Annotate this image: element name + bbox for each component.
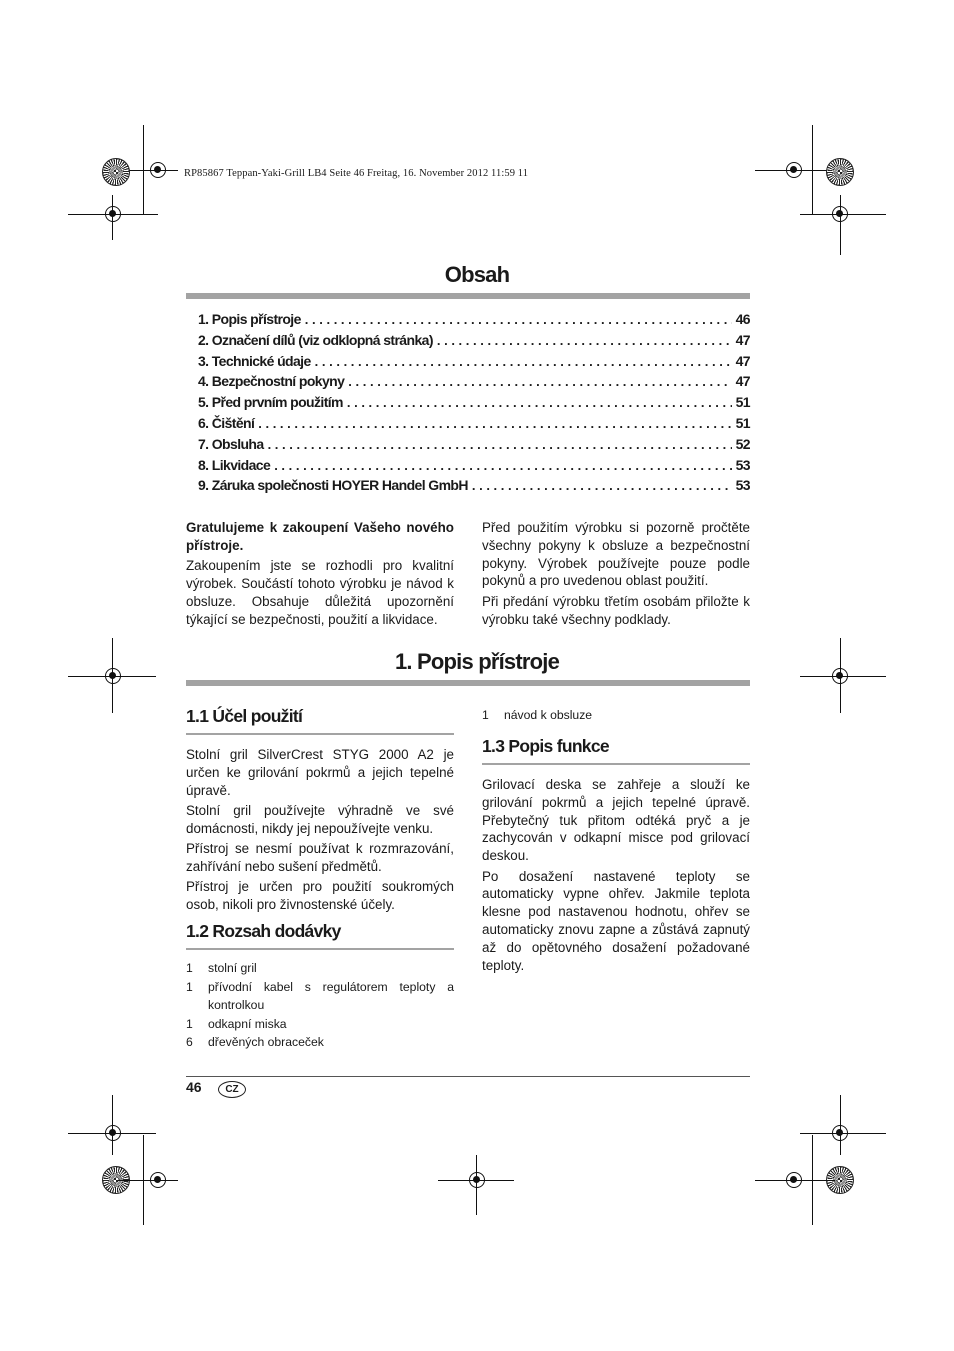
list-item-text: návod k obsluze xyxy=(504,708,593,722)
registration-mark-icon xyxy=(832,1125,848,1141)
registration-mark-icon xyxy=(469,1172,485,1188)
registration-mark-icon xyxy=(105,206,121,222)
list-item-qty: 6 xyxy=(186,1035,193,1050)
list-item-qty: 1 xyxy=(186,979,193,994)
page-number: 46 xyxy=(186,1079,202,1095)
body-paragraph: Přístroj je určen pro použití soukromých osob, nikoli pro živnostenské účely. xyxy=(186,879,454,913)
toc-dot-leader xyxy=(274,458,731,473)
toc-entry-label: 1. Popis přístroje xyxy=(198,311,301,327)
body-paragraph: Stolní gril SilverCrest STYG 2000 A2 je určen ke grilování pokrmů a jejich tepelné úpravě. xyxy=(186,747,454,798)
footer-rule xyxy=(186,1076,750,1077)
subsection-body xyxy=(482,776,750,977)
intro-right-paragraph: Při předání výrobku třetím osobám přiložte k výrobku také všechny podklady. xyxy=(482,593,750,627)
registration-mark-icon xyxy=(832,668,848,684)
toc-entry[interactable] xyxy=(198,415,750,436)
toc-dot-leader xyxy=(315,354,732,369)
toc-dot-leader xyxy=(258,416,731,431)
list-item-text: dřevěných obraceček xyxy=(208,1035,324,1050)
toc-dot-leader xyxy=(437,333,732,348)
toc-entry[interactable] xyxy=(198,332,750,353)
body-paragraph: Stolní gril používejte výhradně ve své domácnosti, nikdy jej nepoužívejte venku. xyxy=(186,802,454,836)
list-item-text: přívodní kabel s regulátorem teploty a kontrolkou xyxy=(208,979,454,1013)
list-item xyxy=(186,1033,454,1052)
toc-entry-page: 47 xyxy=(735,352,750,369)
toc-entry-label: 5. Před prvním použitím xyxy=(198,394,343,411)
subsection-heading: 1.3 Popis funkce xyxy=(482,736,609,756)
color-target-icon xyxy=(826,158,854,186)
intro-left-text: Zakoupením jste se rozhodli pro kvalitní výrobek. Součástí tohoto výrobku je návod k obsluze. Obsahuje důležitá upozornění týkající se bezpečnosti, použití a likvidace. xyxy=(186,558,454,627)
toc-entry-page: 47 xyxy=(735,331,750,348)
list-item-text: odkapní miska xyxy=(208,1016,287,1031)
print-header: RP85867 Teppan-Yaki-Grill LB4 Seite 46 Freitag, 16. November 2012 11:59 11 xyxy=(184,168,529,179)
section-title: 1. Popis přístroje xyxy=(394,649,560,674)
list-item-text: stolní gril xyxy=(208,961,257,975)
list-item xyxy=(186,978,454,1015)
list-item xyxy=(186,1015,454,1034)
subsection-rule xyxy=(482,763,750,765)
toc-entry-label: 9. Záruka společnosti HOYER Handel GmbH xyxy=(198,477,468,494)
toc-entry-page: 52 xyxy=(735,435,750,452)
toc-dot-leader xyxy=(305,312,732,327)
color-target-icon xyxy=(102,158,130,186)
subsection-body xyxy=(186,746,454,917)
toc-entry[interactable] xyxy=(198,353,750,374)
toc-entry-page: 47 xyxy=(735,373,750,390)
crop-mark xyxy=(840,195,841,255)
toc-dot-leader xyxy=(268,437,732,452)
toc-entry-page: 53 xyxy=(735,456,750,473)
subsection-rule xyxy=(186,733,454,735)
registration-mark-icon xyxy=(786,162,802,178)
subsection-rule xyxy=(186,948,454,950)
delivery-list-continued xyxy=(482,706,750,725)
country-badge: CZ xyxy=(218,1081,246,1098)
toc-entry-label: 6. Čištění xyxy=(198,414,255,431)
body-paragraph: Grilovací deska se zahřeje a slouží ke grilování pokrmů a jejich tepelné úpravě. Přebytečný tuk přitom odtéká pryč a je zachycován v odkapní misce pod grilovací deskou. xyxy=(482,777,750,864)
registration-mark-icon xyxy=(786,1172,802,1188)
subsection-heading: 1.1 Účel použití xyxy=(186,706,303,726)
toc-entry[interactable] xyxy=(198,436,750,457)
registration-mark-icon xyxy=(105,1125,121,1141)
toc-title-rule xyxy=(186,293,750,299)
toc-entry[interactable] xyxy=(198,373,750,394)
body-paragraph: Přístroj se nesmí používat k rozmrazování, zahřívání nebo sušení předmětů. xyxy=(186,841,454,874)
list-item-qty: 1 xyxy=(482,708,489,722)
section-title-rule xyxy=(186,680,750,686)
table-of-contents xyxy=(198,311,750,498)
intro-lead: Gratulujeme k zakoupení Vašeho nového přístroje. xyxy=(186,520,454,553)
toc-dot-leader xyxy=(472,478,732,493)
crop-mark xyxy=(112,195,113,240)
body-paragraph: Po dosažení nastavené teploty se automaticky vypne ohřev. Jakmile teplota klesne pod nastavenou hodnotu, ohřev se automaticky znovu zapne a zůstává zapnutý až do opětovného dosažení požadované teploty. xyxy=(482,868,750,973)
toc-entry-label: 8. Likvidace xyxy=(198,456,271,473)
toc-entry-page: 53 xyxy=(735,477,750,494)
list-item xyxy=(186,959,454,978)
intro-right-paragraph: Před použitím výrobku si pozorně pročtěte všechny pokyny k obsluze a bezpečnostní pokyny. Výrobek používejte pouze podle pokynů a pro uvedenou oblast použití. xyxy=(482,520,750,589)
intro-left-column xyxy=(186,519,454,631)
toc-entry-label: 4. Bezpečnostní pokyny xyxy=(198,373,345,390)
toc-entry[interactable] xyxy=(198,457,750,478)
toc-dot-leader xyxy=(347,395,732,410)
list-item-qty: 1 xyxy=(186,961,193,975)
registration-mark-icon xyxy=(150,162,166,178)
delivery-list xyxy=(186,959,454,1052)
toc-title: Obsah xyxy=(444,262,510,287)
toc-entry-label: 3. Technické údaje xyxy=(198,352,311,369)
subsection-heading: 1.2 Rozsah dodávky xyxy=(186,921,341,941)
toc-entry[interactable] xyxy=(198,311,750,332)
toc-entry-page: 51 xyxy=(735,394,750,411)
crop-mark xyxy=(118,1180,178,1181)
toc-entry-page: 46 xyxy=(735,311,750,327)
toc-entry[interactable] xyxy=(198,394,750,415)
registration-mark-icon xyxy=(150,1172,166,1188)
toc-entry-label: 7. Obsluha xyxy=(198,435,264,452)
intro-right-column xyxy=(482,519,750,631)
registration-mark-icon xyxy=(105,668,121,684)
toc-entry-page: 51 xyxy=(735,414,750,431)
list-item-qty: 1 xyxy=(186,1016,193,1031)
list-item xyxy=(482,706,750,725)
toc-entry[interactable] xyxy=(198,477,750,498)
toc-entry-label: 2. Označení dílů (viz odklopná stránka) xyxy=(198,331,433,348)
toc-dot-leader xyxy=(348,374,731,389)
